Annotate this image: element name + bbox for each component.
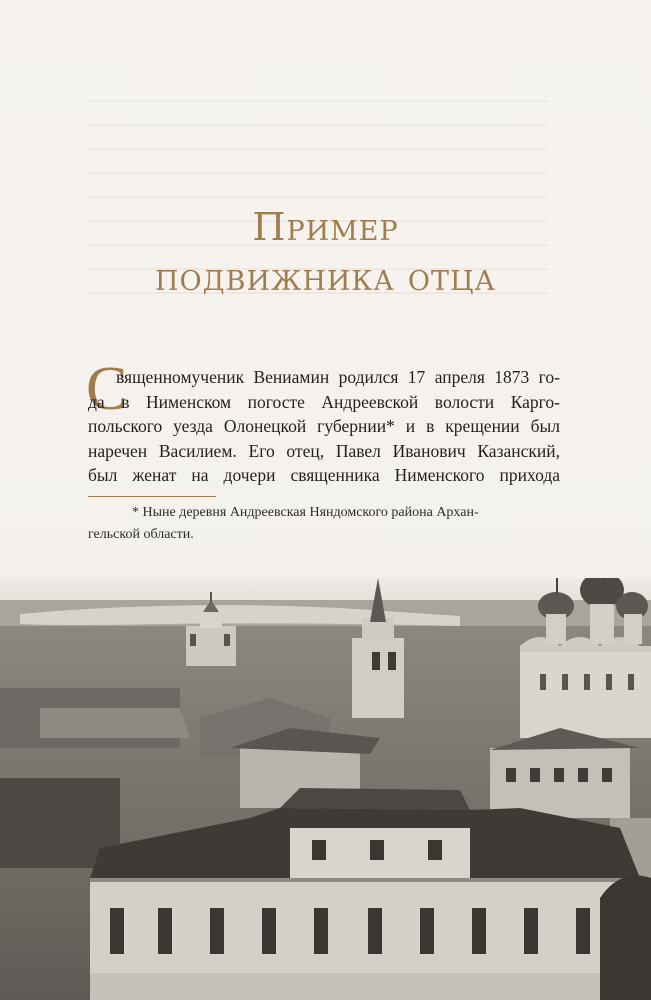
body-line: польского уезда Олонецкой губернии* и в крещении был: [88, 416, 560, 436]
body-line: наречен Василием. Его отец, Павел Иванович Казанский,: [88, 440, 560, 461]
body-line: да в Нименском погосте Андреевской волости Карго-: [88, 391, 560, 412]
footnote: [88, 502, 560, 546]
chapter-title-line-2: подвижника отца: [154, 255, 496, 299]
body-paragraph: [88, 365, 560, 488]
town-panorama-photo: [0, 578, 651, 1000]
body-line: был женат на дочери священника Нименского прихода: [88, 465, 560, 485]
footnote-line: гельской области.: [88, 527, 194, 542]
body-line: вященномученик Вениамин родился 17 апреля 1873 го-: [116, 367, 560, 387]
drop-cap: С: [86, 355, 128, 423]
footnote-line: * Ныне деревня Андреевская Няндомского района Архан-: [132, 505, 479, 520]
footnote-divider: [88, 496, 216, 497]
chapter-title-line-1: Пример: [252, 205, 399, 249]
